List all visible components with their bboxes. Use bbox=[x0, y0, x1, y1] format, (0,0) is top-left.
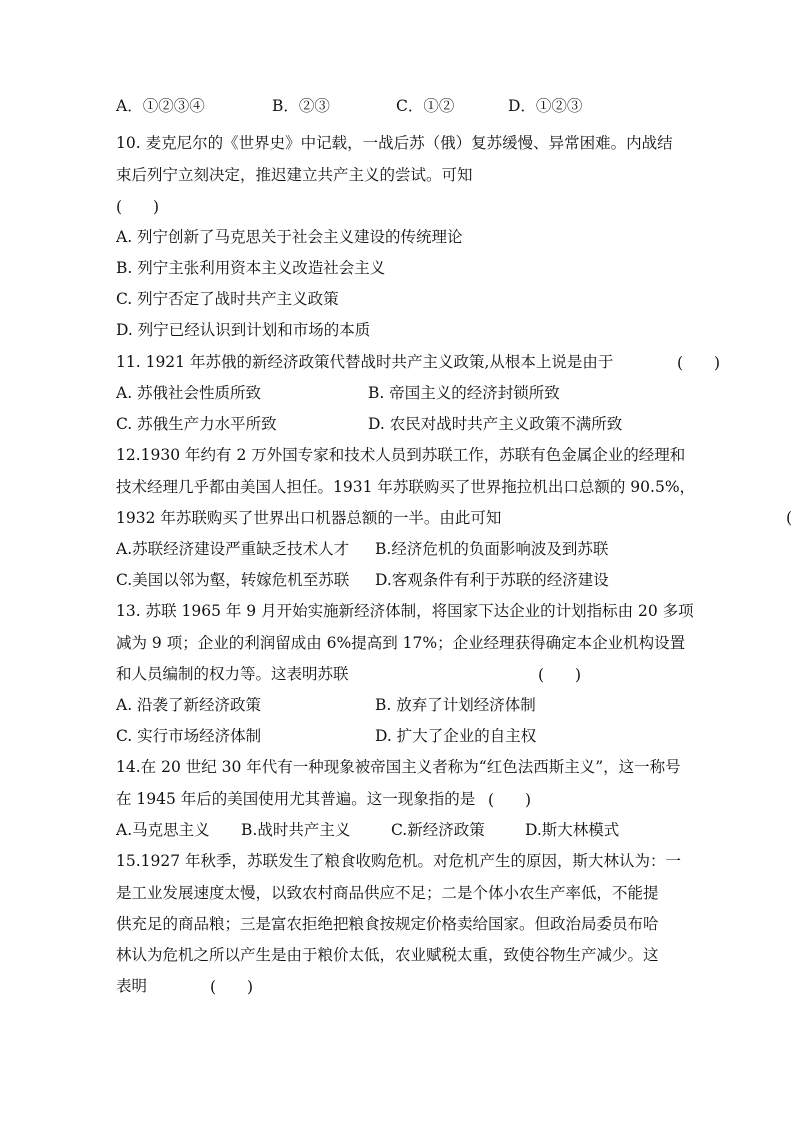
q15-answer-paren: ( ) bbox=[210, 978, 254, 996]
q14-stem-line2: 在 1945 年后的美国使用尤其普遍。这一现象指的是 bbox=[116, 790, 476, 808]
q13-option-a: A. 沿袭了新经济政策 bbox=[116, 696, 262, 714]
q13-stem-line3: 和人员编制的权力等。这表明苏联 bbox=[116, 665, 349, 683]
q12-answer-paren: ( bbox=[786, 509, 793, 527]
q11-option-b: B. 帝国主义的经济封锁所致 bbox=[368, 384, 560, 402]
q13-answer-paren: ( ) bbox=[538, 666, 582, 684]
q13-stem-line1: 13. 苏联 1965 年 9 月开始实施新经济体制，将国家下达企业的计划指标由 20 多项 bbox=[116, 602, 694, 620]
q10-stem-line1: 10. 麦克尼尔的《世界史》中记载，一战后苏（俄）复苏缓慢、异常困难。内战结 bbox=[116, 134, 673, 152]
q10-option-b: B. 列宁主张利用资本主义改造社会主义 bbox=[116, 259, 386, 277]
q12-option-c: C.美国以邻为壑，转嫁危机至苏联 bbox=[116, 571, 350, 589]
q12-option-b: B.经济危机的负面影响波及到苏联 bbox=[375, 540, 609, 558]
q10-stem-line2: 束后列宁立刻决定，推迟建立共产主义的尝试。可知 bbox=[116, 166, 473, 184]
q15-stem-line1: 15.1927 年秋季，苏联发生了粮食收购危机。对危机产生的原因，斯大林认为：一 bbox=[116, 852, 682, 870]
q15-stem-line3: 供充足的商品粮；三是富农拒绝把粮食按规定价格卖给国家。但政治局委员布哈 bbox=[116, 915, 659, 933]
q12-option-d: D.客观条件有利于苏联的经济建设 bbox=[375, 571, 609, 589]
q11-option-d: D. 农民对战时共产主义政策不满所致 bbox=[368, 415, 623, 433]
q11-stem: 11. 1921 年苏俄的新经济政策代替战时共产主义政策,从根本上说是由于 bbox=[116, 353, 614, 371]
q13-option-b: B. 放弃了计划经济体制 bbox=[375, 696, 536, 714]
q13-option-c: C. 实行市场经济体制 bbox=[116, 727, 262, 745]
q9-option-a: A．①②③④ bbox=[116, 97, 205, 115]
q10-answer-paren: ( ) bbox=[116, 198, 160, 216]
q14-answer-paren: ( ) bbox=[488, 791, 532, 809]
q15-stem-line5: 表明 bbox=[116, 977, 148, 995]
q14-option-d: D.斯大林模式 bbox=[525, 821, 620, 839]
q13-stem-line2: 减为 9 项；企业的利润留成由 6%提高到 17%；企业经理获得确定本企业机构设置 bbox=[116, 634, 686, 652]
q12-stem-line2: 技术经理几乎都由美国人担任。1931 年苏联购买了世界拖拉机出口总额的 90.5%， bbox=[116, 478, 696, 496]
q11-option-c: C. 苏俄生产力水平所致 bbox=[116, 415, 277, 433]
q14-stem-line1: 14.在 20 世纪 30 年代有一种现象被帝国主义者称为“红色法西斯主义”，这一称号 bbox=[116, 758, 681, 776]
q9-option-b: B．②③ bbox=[272, 97, 330, 115]
q11-option-a: A. 苏俄社会性质所致 bbox=[116, 384, 262, 402]
q11-answer-paren: ( ) bbox=[677, 354, 721, 372]
q10-option-c: C. 列宁否定了战时共产主义政策 bbox=[116, 290, 339, 308]
q9-option-c: C．①② bbox=[396, 97, 455, 115]
q14-option-b: B.战时共产主义 bbox=[241, 821, 351, 839]
q14-option-c: C.新经济政策 bbox=[391, 821, 485, 839]
q12-stem-line3: 1932 年苏联购买了世界出口机器总额的一半。由此可知 bbox=[116, 509, 502, 527]
q13-option-d: D. 扩大了企业的自主权 bbox=[375, 727, 537, 745]
q10-option-d: D. 列宁已经认识到计划和市场的本质 bbox=[116, 321, 371, 339]
q12-option-a: A.苏联经济建设严重缺乏技术人才 bbox=[116, 540, 350, 558]
q15-stem-line4: 林认为危机之所以产生是由于粮价太低，农业赋税太重，致使谷物生产减少。这 bbox=[116, 946, 659, 964]
q12-stem-line1: 12.1930 年约有 2 万外国专家和技术人员到苏联工作，苏联有色金属企业的经理和 bbox=[116, 446, 686, 464]
q9-option-d: D．①②③ bbox=[508, 97, 583, 115]
q10-option-a: A. 列宁创新了马克思关于社会主义建设的传统理论 bbox=[116, 228, 463, 246]
q14-option-a: A.马克思主义 bbox=[116, 821, 210, 839]
q15-stem-line2: 是工业发展速度太慢，以致农村商品供应不足；二是个体小农生产率低，不能提 bbox=[116, 884, 659, 902]
